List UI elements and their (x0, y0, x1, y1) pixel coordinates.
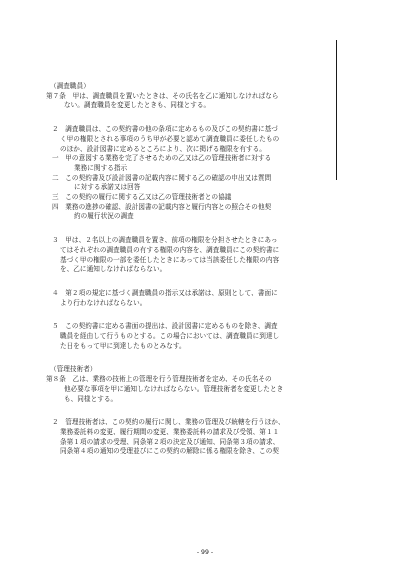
list-item: 二 この契約書及び設計図書の記載内容に関する乙の確認の申出又は質問 (52, 173, 272, 182)
article-text-line: 第８条 乙は、業務の技術上の管理を行う管理技術者を定め、その氏名その (46, 375, 272, 384)
list-item: 四 業務の進捗の確認、設計図書の記載内容と履行内容との照合その他契 (52, 202, 272, 211)
article-text-line: ない。調査職員を変更したときも、同様とする。 (64, 101, 211, 110)
paragraph-3 (46, 236, 336, 275)
list-item-continuation: に対する承諾又は回答 (74, 183, 141, 192)
paragraph-2 (46, 125, 336, 222)
article-text-line: 他必要な事項を甲に通知しなければならない。管理技術者を変更したとき (64, 384, 284, 393)
paragraph-text-line: ２ 調査職員は、この契約書の他の条項に定めるもの及びこの契約書に基づ (52, 125, 278, 134)
article-heading: （調査職員） (50, 82, 90, 90)
paragraph-text-line: ５ この契約書に定める書面の提出は、設計図書に定めるものを除き、調査 (52, 322, 278, 331)
paragraph-text-line: てはそれぞれの調査職員の有する権限の内容を、調査職員にこの契約書に (60, 245, 280, 254)
paragraph-text-line: より行わなければならない。 (60, 298, 147, 307)
paragraph-text-line: ３ 甲は、２名以上の調査職員を置き、前項の権限を分担させたときにあっ (52, 236, 278, 245)
paragraph-text-line: 職員を経由して行うものとする。この場合においては、調査職員に到達し (60, 332, 280, 341)
article-7 (46, 82, 336, 111)
list-item: 一 甲の意図する業務を完了させるための乙又は乙の管理技術者に対する (52, 154, 272, 163)
article-8 (46, 365, 336, 404)
paragraph-text-line: く甲の権限とされる事項のうち甲が必要と認めて調査職員に委任したもの (60, 134, 280, 143)
paragraph-text-line: ４ 第２項の規定に基づく調査職員の指示又は承諾は、原則として、書面に (52, 288, 278, 297)
paragraph-5 (46, 322, 336, 351)
paragraph-8-2 (46, 418, 336, 457)
list-item: 三 この契約の履行に関する乙又は乙の管理技術者との協議 (52, 193, 232, 202)
paragraph-text-line: ２ 管理技術者は、この契約の履行に関し、業務の管理及び統轄を行うほか、 (52, 418, 285, 427)
paragraph-text-line: 業務委託料の変更、履行期間の変更、業務委託料の請求及び受領、第１１ (60, 427, 280, 436)
article-text-line: 第７条 甲は、調査職員を置いたときは、その氏名を乙に通知しなければなら (46, 91, 279, 100)
paragraph-text-line: た日をもって甲に到達したものとみなす。 (60, 341, 186, 350)
article-text-line: も、同様とする。 (64, 394, 118, 403)
article-heading: （管理技術者） (50, 365, 97, 374)
margin-rule (336, 40, 337, 180)
paragraph-text-line: のほか、設計図書に定めるところにより、次に掲げる権限を有する。 (60, 144, 266, 153)
paragraph-text-line: 条第１項の請求の受理、同条第２項の決定及び通知、同条第３項の請求、 (60, 437, 280, 446)
paragraph-text-line: 基づく甲の権限の一部を委任したときにあっては当該委任した権限の内容 (60, 255, 280, 264)
paragraph-text-line: 同条第４項の通知の受理並びにこの契約の解除に係る権限を除き、この契 (60, 447, 279, 456)
paragraph-4 (46, 289, 336, 308)
list-item-continuation: 約の履行状況の調査 (74, 212, 134, 221)
list-item-continuation: 業務に関する指示 (74, 163, 128, 172)
page-number: - 99 - (196, 549, 214, 556)
paragraph-text-line: を、乙に通知しなければならない。 (60, 265, 167, 274)
document-body (46, 82, 336, 457)
